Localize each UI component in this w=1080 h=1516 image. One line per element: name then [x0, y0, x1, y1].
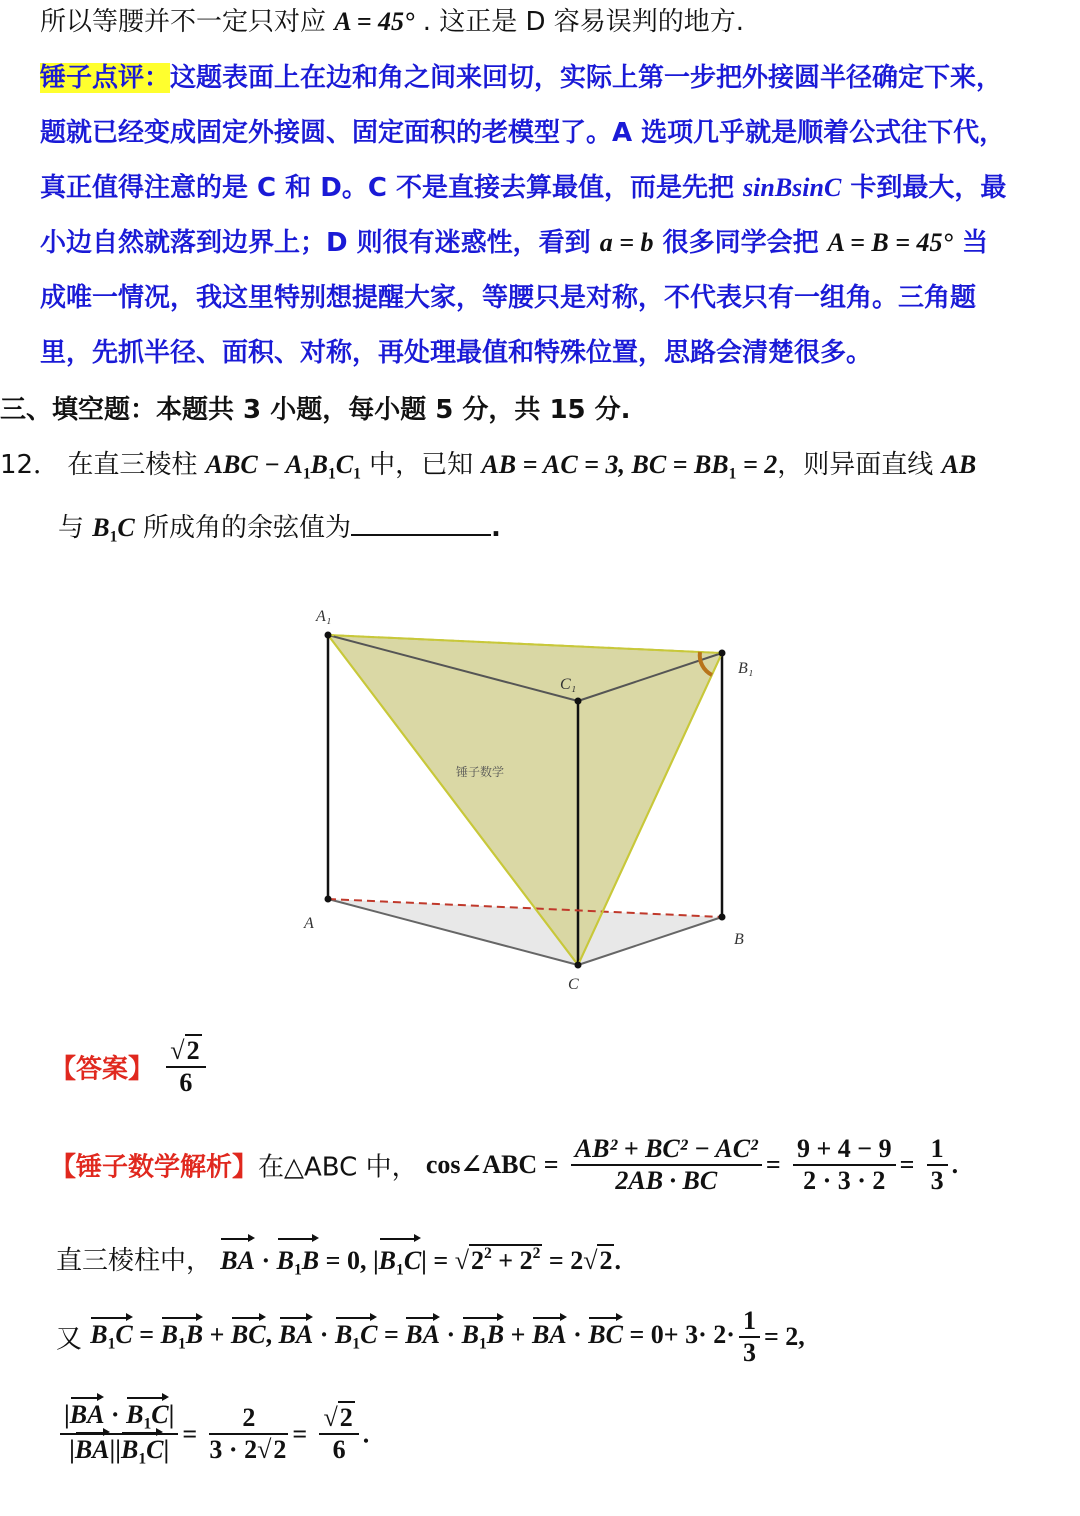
comment-math-sin: sinBsinC: [743, 173, 842, 202]
answer-label: 【答案】: [50, 1054, 155, 1085]
analysis-text-a: 在△ABC 中，: [258, 1152, 418, 1183]
comment-tag: 锤子点评：: [40, 63, 171, 93]
label-a: A: [304, 915, 314, 932]
analysis-frac-2: [793, 1134, 896, 1196]
comment-text-6: 里，先抓半径、面积、对称，再处理最值和特殊位置，思路会清楚很多。: [40, 338, 873, 368]
problem-text-e: 所成角的余弦值为: [143, 513, 352, 543]
comment-text-1: 这题表面上在边和角之间来回切，实际上第一步把外接圆半径确定下来，: [170, 63, 1003, 93]
analysis-line2-text: 直三棱柱中，: [56, 1245, 213, 1276]
problem-text-c: ，则异面直线: [777, 450, 934, 480]
analysis-line3-math: $B_1C = B_1B$ + BC, BA · $B_1C$ = BA · $B_1B$ + BA · BC = 0+ 3· 2·: [90, 1320, 735, 1353]
label-b1: B₁: [738, 660, 754, 677]
frac3-den: 3: [930, 1165, 944, 1195]
problem-prism: ABC − $A_1B_1C_1$: [205, 450, 361, 483]
comment-text-4a: 小边自然就落到边界上；D 则很有迷惑性，看到: [40, 228, 591, 258]
vertex-b1-dot: [719, 650, 726, 657]
comment-line-5: [40, 278, 976, 318]
mid-num: 2: [209, 1403, 288, 1435]
answer-row: [50, 1036, 210, 1098]
analysis-line3-frac: $\frac{1}{3}$: [739, 1306, 760, 1368]
problem-text-end: .: [491, 513, 501, 543]
vertex-b-dot: [719, 914, 726, 921]
problem-text-a: 在直三棱柱: [67, 450, 198, 480]
vertex-a-dot: [325, 896, 332, 903]
comment-line-2: [40, 113, 1005, 153]
problem-line-b1c: $B_1C$: [92, 513, 135, 546]
analysis-line3-text: 又: [56, 1324, 83, 1355]
frac2-num: 9 + 4 − 9: [793, 1134, 896, 1166]
analysis-mid-frac: $\frac{2}{3 \cdot 2√2}$: [209, 1403, 287, 1465]
analysis-result-frac: $\frac{√2}{6}$: [319, 1403, 358, 1465]
analysis-final-frac: $\frac{|BA \cdot B_1C|}{|BA||B_1C|}$: [60, 1400, 178, 1469]
comment-text-4b: 很多同学会把: [662, 228, 819, 258]
problem-text-b: 中，已知: [369, 450, 474, 480]
analysis-line-1: 【锤子数学解析】在△ABC 中， cos∠ABC = $\frac{\text{AB² + BC² − AC²}}{2AB \cdot BC}$ = $\frac{9 + 4 - 9}{2 \cdot 3 \cdot 2}$ = $\frac{1}{3}$ .: [50, 1134, 959, 1195]
answer-blank: [351, 510, 491, 536]
answer-num: 2: [186, 1036, 200, 1065]
previous-tail: . 这正是 D 容易误判的地方.: [422, 7, 745, 37]
vertex-a1-dot: [325, 632, 332, 639]
previous-text: 所以等腰并不一定只对应: [40, 7, 327, 37]
problem-line-1: [0, 445, 976, 494]
label-a1: A₁: [316, 608, 332, 625]
comment-line-1: [40, 58, 1002, 98]
watermark: 锤子数学: [456, 765, 505, 779]
problem-line-2: [58, 508, 501, 557]
analysis-frac-3: [927, 1134, 948, 1196]
problem-given: AB = AC = 3, BC = $BB_1 = 2$: [481, 450, 778, 483]
previous-line: [40, 2, 744, 42]
problem-text-d: 与: [58, 513, 85, 543]
result-den: 6: [332, 1435, 346, 1465]
analysis-line-4: $\frac{|BA \cdot B_1C|}{|BA||B_1C|}$ = $\frac{2}{3 \cdot 2√2}$ = $\frac{√2}{6}$ .: [56, 1400, 369, 1469]
frac3-num: 1: [927, 1134, 948, 1166]
comment-math-angles: A = B = 45°: [827, 228, 953, 257]
comment-line-3: [40, 168, 1006, 208]
comment-math-ab: a = b: [599, 228, 654, 257]
answer-fraction: $\frac{√2}{6}$: [166, 1036, 205, 1098]
section-title: 三、填空题：本题共 3 小题，每小题 5 分，共 15 分.: [0, 395, 631, 425]
problem-line-ab: AB: [941, 450, 977, 479]
label-c: C: [568, 976, 579, 993]
comment-text-5: 成唯一情况，我这里特别想提醒大家，等腰只是对称，不代表只有一组角。三角题: [40, 283, 977, 313]
previous-math: A = 45°: [334, 7, 415, 36]
comment-text-3b: 卡到最大，最: [850, 173, 1007, 203]
answer-den: 6: [179, 1067, 193, 1097]
label-c1: C₁: [560, 676, 577, 693]
vertex-c1-dot: [575, 698, 582, 705]
comment-line-4: [40, 223, 988, 263]
analysis-line-3: 又 $B_1C = B_1B$ + BC, BA · $B_1C$ = BA · $B_1B$ + BA · BC = 0+ 3· 2· $\frac{1}{3}$ = 2,: [56, 1306, 805, 1367]
comment-text-3a: 真正值得注意的是 C 和 D。C 不是直接去算最值，而是先把: [40, 173, 734, 203]
label-b: B: [734, 931, 744, 948]
frac1-num: AB² + BC² − AC²: [571, 1134, 762, 1166]
vertex-c-dot: [575, 962, 582, 969]
analysis-cos: cos∠ABC =: [425, 1149, 559, 1179]
analysis-frac-1: [571, 1134, 762, 1196]
comment-text-4c: 当: [962, 228, 989, 258]
prism-figure: [290, 595, 770, 1005]
comment-line-6: [40, 333, 872, 373]
analysis-line-2: [56, 1234, 621, 1290]
problem-number: 12．: [0, 450, 60, 480]
comment-text-2: 题就已经变成固定外接圆、固定面积的老模型了。A 选项几乎就是顺着公式往下代，: [40, 118, 1006, 148]
frac2-den: 2 · 3 · 2: [803, 1165, 886, 1195]
frac1-den: 2AB · BC: [615, 1165, 718, 1195]
analysis-label: 【锤子数学解析】: [50, 1152, 259, 1183]
analysis-line2-math: BA · $B_1B = 0$, $|B_1C| = √2^2 + 2^2 = 2√2$.: [220, 1246, 621, 1275]
